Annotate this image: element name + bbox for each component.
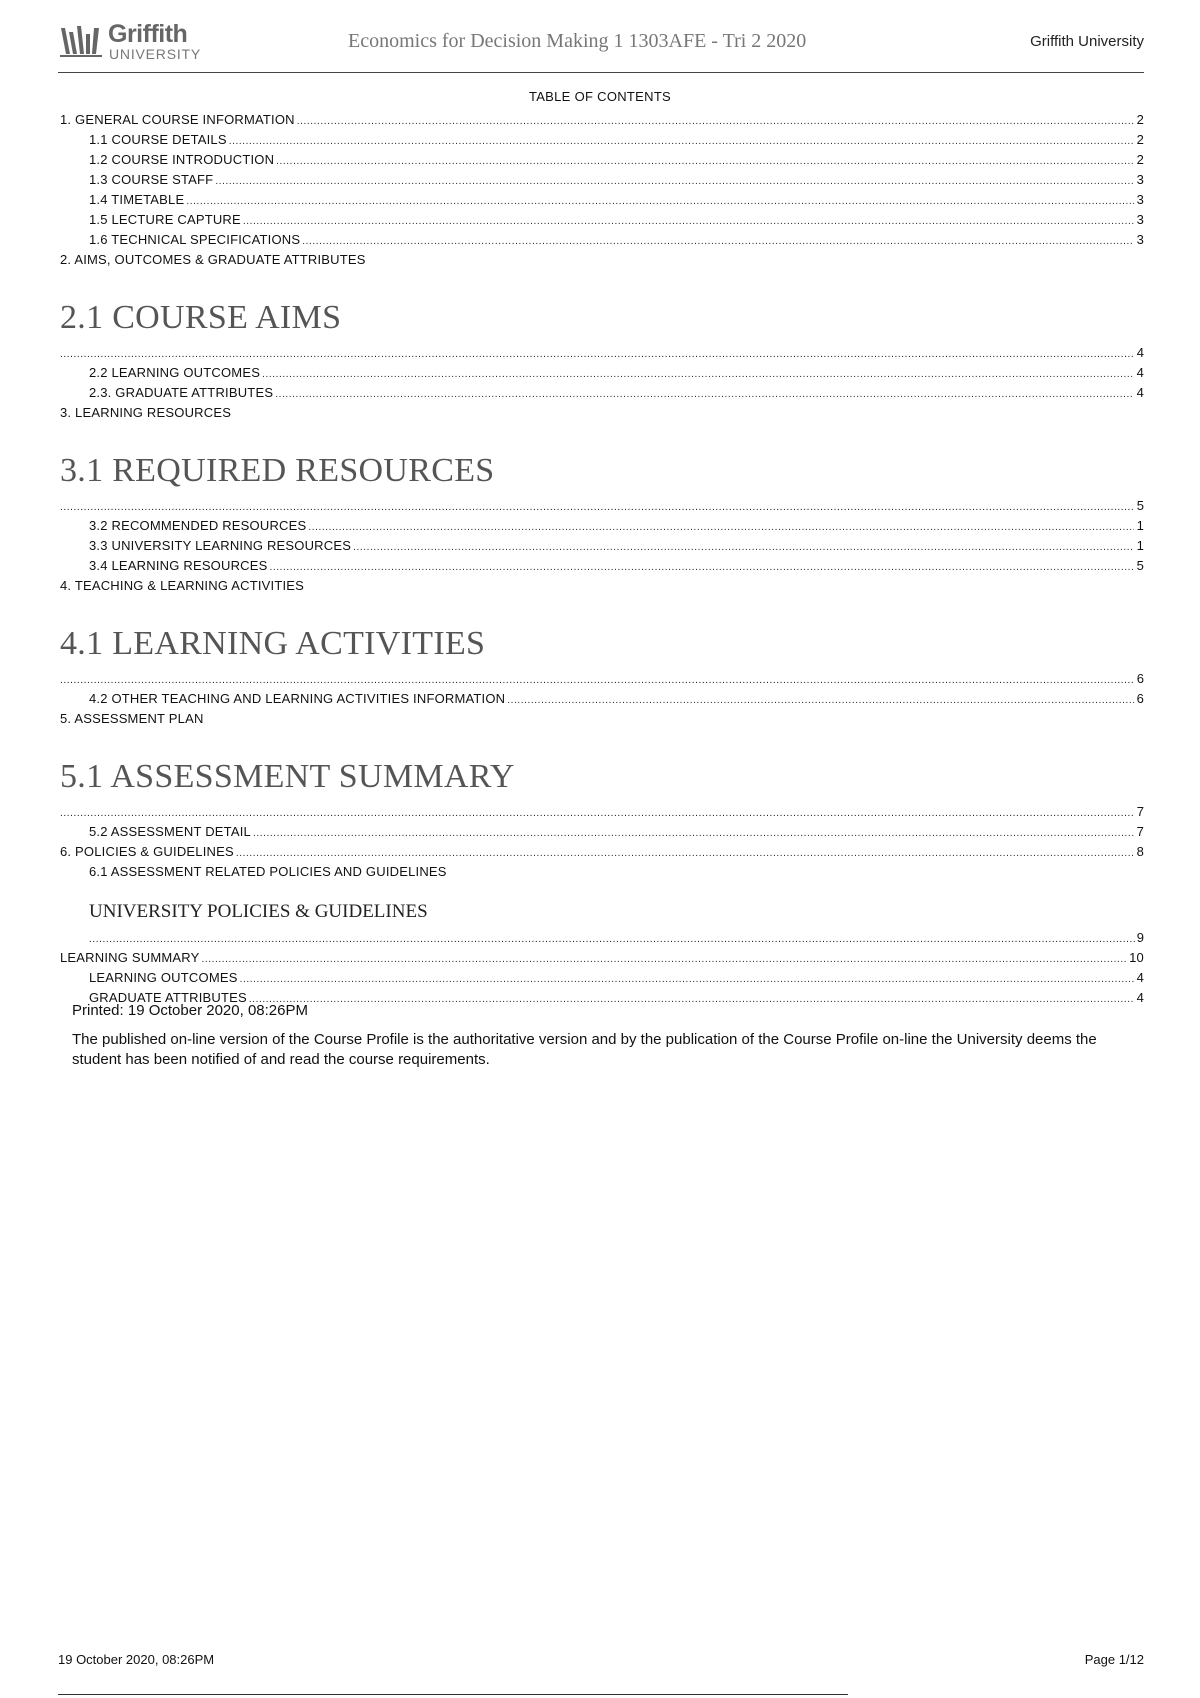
toc-page-number: 10: [1129, 950, 1144, 965]
logo-sub: UNIVERSITY: [109, 46, 202, 62]
toc-page-number: 2: [1136, 152, 1144, 167]
toc-entry-1-6[interactable]: [60, 232, 1144, 252]
toc-entry-1-4[interactable]: [60, 192, 1144, 212]
toc-page-number: 2: [1136, 132, 1144, 147]
toc-leader-row: [60, 804, 1144, 824]
toc-leader: [302, 232, 1134, 247]
toc-page-number: 3: [1136, 232, 1144, 247]
toc-entry-1-5[interactable]: [60, 212, 1144, 232]
griffith-logo: [58, 18, 218, 62]
toc-page-number: 3: [1136, 192, 1144, 207]
toc-entry-3-3[interactable]: [60, 538, 1144, 558]
toc-page-number: 4: [1136, 385, 1144, 400]
toc-entry-label: 3.3 UNIVERSITY LEARNING RESOURCES: [89, 538, 352, 553]
toc-leader-row: [60, 498, 1144, 518]
toc-entry-3-4[interactable]: [60, 558, 1144, 578]
toc-entry-label: 4.2 OTHER TEACHING AND LEARNING ACTIVITIES INFORMATION: [89, 691, 506, 706]
toc-page-number: 5: [1136, 498, 1144, 513]
toc-heading-4-1[interactable]: 4.1 LEARNING ACTIVITIES: [60, 625, 486, 662]
toc-entry-label: 5. ASSESSMENT PLAN: [60, 711, 204, 726]
toc-entry-label: 2.2 LEARNING OUTCOMES: [89, 365, 261, 380]
toc-entry-5[interactable]: [60, 711, 1144, 731]
toc-entry-label: 6.1 ASSESSMENT RELATED POLICIES AND GUIDELINES: [89, 864, 447, 879]
toc-leader: [215, 172, 1134, 187]
course-title: Economics for Decision Making 1 1303AFE - Tri 2 2020: [348, 30, 807, 52]
toc-leader: [249, 990, 1134, 1005]
toc-page-number: 6: [1136, 691, 1144, 706]
toc-entry-label: LEARNING OUTCOMES: [89, 970, 238, 985]
toc-leader: [60, 671, 1135, 686]
toc-leader: [243, 212, 1134, 227]
toc-entry-2-2[interactable]: [60, 365, 1144, 385]
toc-leader: [308, 518, 1134, 533]
toc-heading: TABLE OF CONTENTS: [528, 89, 672, 104]
toc-heading-2-1[interactable]: 2.1 COURSE AIMS: [60, 299, 342, 336]
toc-entry-2-3[interactable]: [60, 385, 1144, 405]
page-header: [58, 18, 1144, 73]
toc-entry-4-2[interactable]: [60, 691, 1144, 711]
toc-entry-2[interactable]: [60, 252, 1144, 272]
toc-entry-5-2[interactable]: [60, 824, 1144, 844]
toc-entry-label: LEARNING SUMMARY: [60, 950, 200, 965]
toc-page-number: 9: [1136, 930, 1144, 945]
toc-leader: [60, 498, 1135, 513]
toc-page-number: 7: [1136, 824, 1144, 839]
toc-entry-4[interactable]: [60, 578, 1144, 598]
toc-leader: [275, 385, 1134, 400]
toc-entry-label: 3.2 RECOMMENDED RESOURCES: [89, 518, 307, 533]
toc-entry-label: 1.2 COURSE INTRODUCTION: [89, 152, 275, 167]
toc-leader: [262, 365, 1134, 380]
toc-leader: [60, 804, 1135, 819]
toc-entry-label: 3.4 LEARNING RESOURCES: [89, 558, 268, 573]
toc-heading-3-1[interactable]: 3.1 REQUIRED RESOURCES: [60, 452, 495, 489]
footer-divider: [58, 1694, 848, 1695]
toc-leader: [253, 824, 1134, 839]
toc-heading-5-1[interactable]: 5.1 ASSESSMENT SUMMARY: [60, 758, 515, 795]
toc-entry-label: 2.3. GRADUATE ATTRIBUTES: [89, 385, 274, 400]
toc-leader: [89, 930, 1135, 945]
toc-entry-1[interactable]: [60, 112, 1144, 132]
toc-leader-row: [60, 345, 1144, 365]
toc-leader-row: [60, 930, 1144, 950]
toc-entry-label: 1.1 COURSE DETAILS: [89, 132, 227, 147]
toc-leader: [60, 345, 1135, 360]
disclaimer-text: The published on-line version of the Course Profile is the authoritative version and by the publication of the Course Profile on-line the University deems the student has been notified of and read the course requirements.: [72, 1031, 1097, 1068]
toc-page-number: 8: [1136, 844, 1144, 859]
toc-entry-label: 5.2 ASSESSMENT DETAIL: [89, 824, 251, 839]
toc-page-number: 4: [1136, 990, 1144, 1005]
toc-page-number: 4: [1136, 345, 1144, 360]
toc-entry-1-3[interactable]: [60, 172, 1144, 192]
table-of-contents: [60, 112, 1144, 1010]
toc-page-number: 4: [1136, 970, 1144, 985]
toc-page-number: 3: [1136, 212, 1144, 227]
toc-entry-learning-summary[interactable]: [60, 950, 1144, 970]
toc-page-number: 6: [1136, 671, 1144, 686]
toc-leader: [201, 950, 1127, 965]
toc-page-number: 1: [1136, 538, 1144, 553]
toc-leader: [229, 132, 1134, 147]
toc-leader: [186, 192, 1134, 207]
toc-leader: [270, 558, 1134, 573]
toc-entry-label: 2. AIMS, OUTCOMES & GRADUATE ATTRIBUTES: [60, 252, 366, 267]
toc-page-number: 1: [1136, 518, 1144, 533]
toc-leader: [297, 112, 1134, 127]
toc-leader: [276, 152, 1134, 167]
toc-entry-label: 4. TEACHING & LEARNING ACTIVITIES: [60, 578, 305, 593]
toc-entry-6[interactable]: [60, 844, 1144, 864]
toc-entry-label: 1.5 LECTURE CAPTURE: [89, 212, 241, 227]
toc-entry-1-2[interactable]: [60, 152, 1144, 172]
toc-page-number: 2: [1136, 112, 1144, 127]
toc-entry-label: GRADUATE ATTRIBUTES: [89, 990, 247, 1005]
toc-entry-label: 1.3 COURSE STAFF: [89, 172, 214, 187]
toc-entry-label: 3. LEARNING RESOURCES: [60, 405, 232, 420]
toc-entry-6-1[interactable]: [60, 864, 1144, 884]
toc-entry-3[interactable]: [60, 405, 1144, 425]
footer-date: 19 October 2020, 08:26PM: [58, 1652, 215, 1667]
printed-date: Printed: 19 October 2020, 08:26PM: [72, 1002, 308, 1019]
toc-entry-learning-outcomes[interactable]: [60, 970, 1144, 990]
toc-leader: [507, 691, 1134, 706]
toc-entry-3-2[interactable]: [60, 518, 1144, 538]
toc-leader: [240, 970, 1134, 985]
toc-page-number: 4: [1136, 365, 1144, 380]
toc-page-number: 3: [1136, 172, 1144, 187]
toc-leader-row: [60, 671, 1144, 691]
toc-leader: [353, 538, 1134, 553]
toc-entry-label: 1.6 TECHNICAL SPECIFICATIONS: [89, 232, 301, 247]
footer-page-number: Page 1/12: [1084, 1652, 1144, 1667]
university-name: Griffith University: [1030, 33, 1144, 50]
toc-entry-label: 6. POLICIES & GUIDELINES: [60, 844, 234, 859]
logo-name: Griffith: [108, 20, 188, 48]
toc-leader: [236, 844, 1134, 859]
toc-entry-label: 1. GENERAL COURSE INFORMATION: [60, 112, 295, 127]
toc-entry-1-1[interactable]: [60, 132, 1144, 152]
toc-page-number: 7: [1136, 804, 1144, 819]
logo-mark-icon: [58, 24, 104, 58]
toc-page-number: 5: [1136, 558, 1144, 573]
toc-heading-university-policies[interactable]: UNIVERSITY POLICIES & GUIDELINES: [89, 901, 428, 922]
toc-entry-label: 1.4 TIMETABLE: [89, 192, 185, 207]
